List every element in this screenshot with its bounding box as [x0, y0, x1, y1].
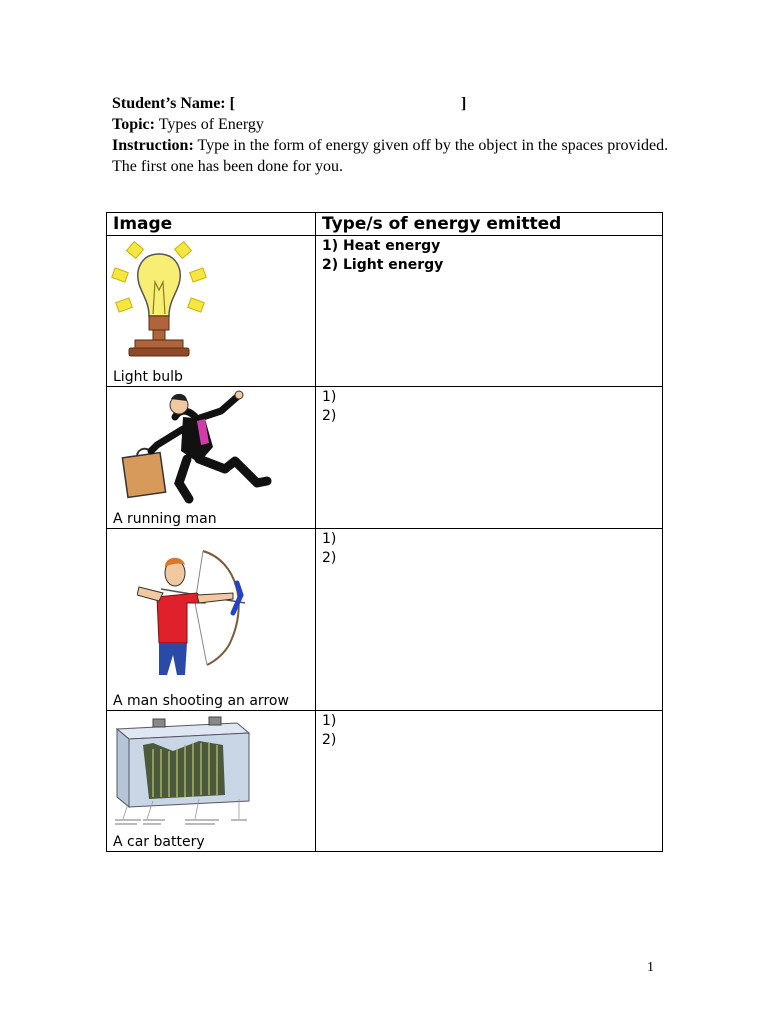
archer-icon — [137, 543, 257, 679]
table-row — [107, 387, 663, 529]
light-bulb-icon — [111, 240, 211, 370]
answer-line-1: 1) — [322, 713, 337, 729]
image-cell — [107, 236, 316, 387]
row-caption: Light bulb — [113, 369, 183, 385]
answer-cell[interactable] — [316, 529, 663, 711]
column-header-image: Image — [107, 213, 316, 236]
answer-line-2: 2) — [322, 732, 337, 748]
answer-line-1: 1) — [322, 531, 337, 547]
instruction-text: Type in the form of energy given off by the object in the spaces provided. The first one has been done for you. — [112, 137, 669, 175]
topic-line — [112, 114, 672, 135]
table-header-row — [107, 213, 663, 236]
student-name-label: Student’s Name: [ — [112, 95, 235, 112]
image-cell — [107, 387, 316, 529]
instruction-label: Instruction: — [112, 137, 194, 154]
answer-cell[interactable] — [316, 387, 663, 529]
row-caption: A running man — [113, 511, 217, 527]
answer-line-1: 1) — [322, 389, 337, 405]
answer-cell[interactable] — [316, 236, 663, 387]
worksheet-header — [112, 93, 672, 177]
energy-table — [106, 212, 663, 852]
column-header-energy: Type/s of energy emitted — [316, 213, 663, 236]
topic-label: Topic: — [112, 116, 155, 133]
image-cell — [107, 529, 316, 711]
answer-line-2: 2) — [322, 550, 337, 566]
table-row — [107, 236, 663, 387]
topic-value: Types of Energy — [158, 116, 264, 133]
answer-cell[interactable] — [316, 711, 663, 852]
page-number: 1 — [647, 960, 654, 975]
row-caption: A car battery — [113, 834, 205, 850]
row-caption: A man shooting an arrow — [113, 693, 289, 709]
student-name-line — [112, 93, 672, 114]
answer-line-2: 2) Light energy — [322, 257, 444, 273]
answer-line-2: 2) — [322, 408, 337, 424]
table-row — [107, 529, 663, 711]
student-name-field[interactable] — [235, 93, 461, 114]
instruction-line — [112, 135, 672, 177]
answer-line-1: 1) Heat energy — [322, 238, 441, 254]
table-row — [107, 711, 663, 852]
image-cell — [107, 711, 316, 852]
running-man-icon — [117, 389, 277, 509]
student-name-close: ] — [460, 95, 467, 112]
car-battery-icon — [113, 715, 253, 831]
